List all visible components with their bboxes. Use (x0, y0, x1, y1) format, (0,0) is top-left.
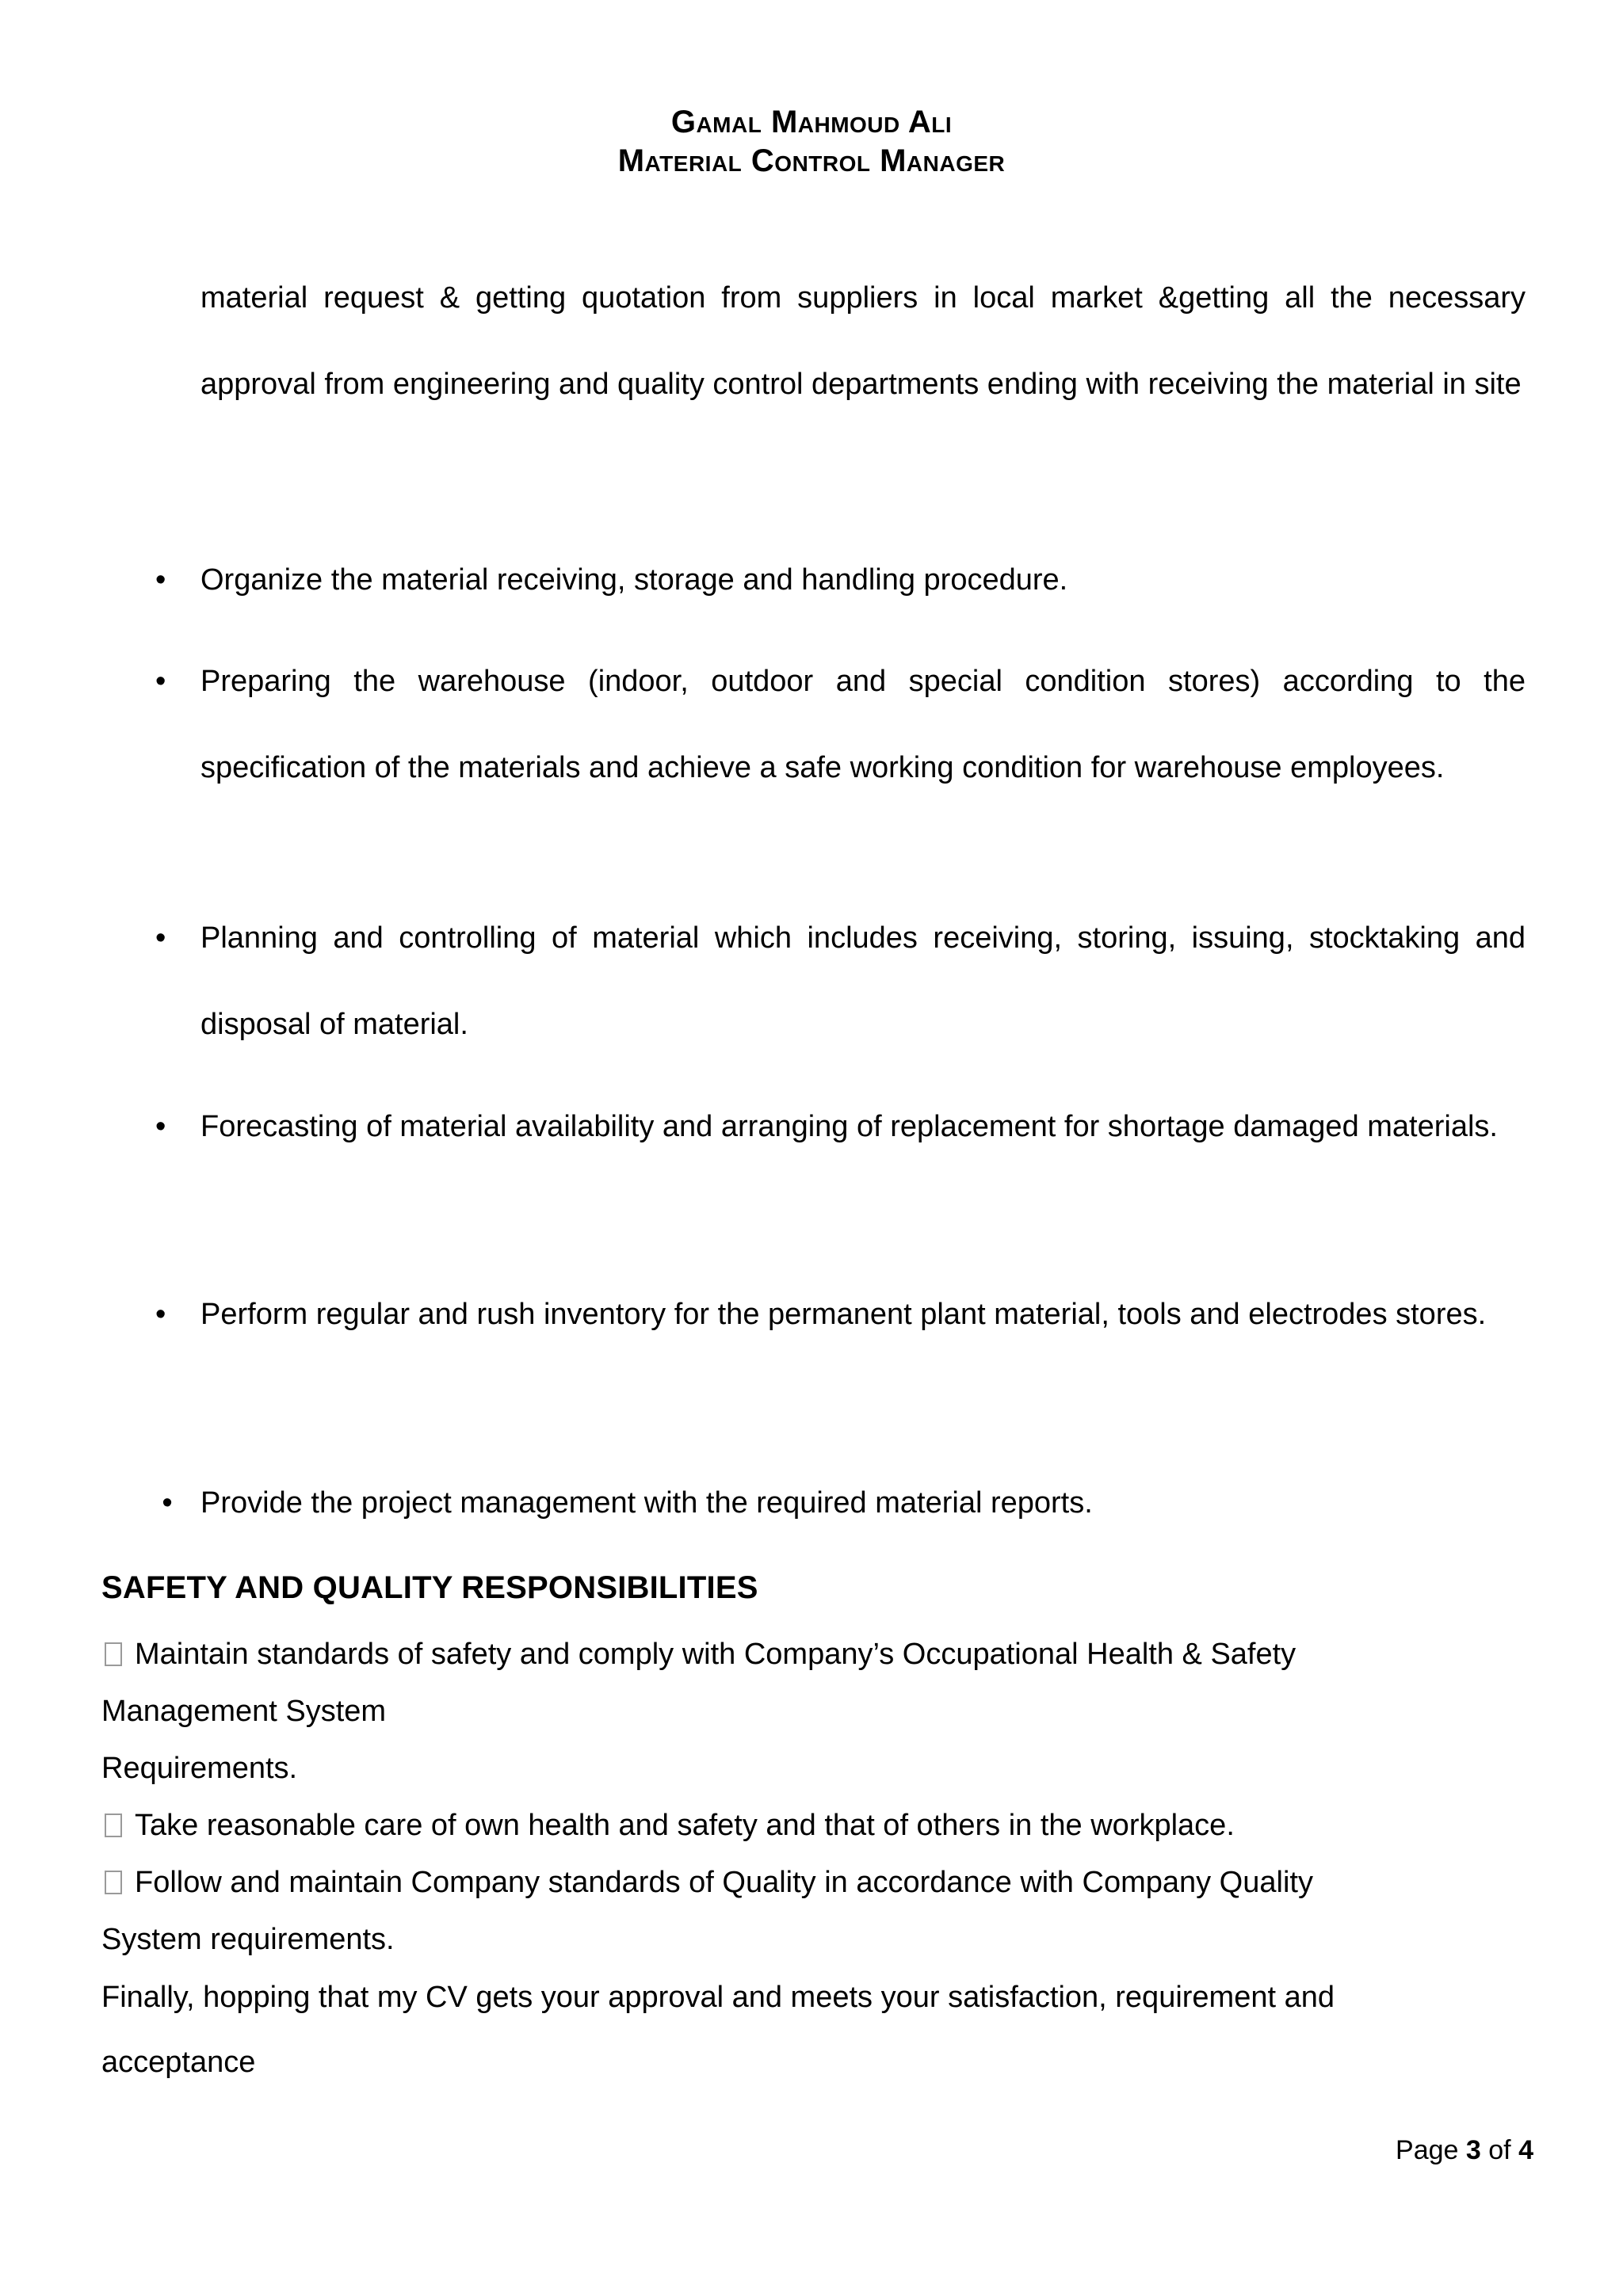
safety-line (101, 1911, 1528, 1968)
checkbox-glyph-icon (105, 1871, 122, 1894)
safety-line-text: Take reasonable care of own health and safety and that of others in the workplace. (135, 1809, 1235, 1842)
safety-line (101, 1797, 1528, 1854)
safety-line-text: Requirements. (101, 1752, 298, 1785)
list-item-text: Forecasting of material availability and arranging of replacement for shortage damaged materials. (200, 1110, 1498, 1143)
safety-line (101, 1626, 1528, 1683)
list-item (155, 895, 1526, 1068)
list-item (155, 537, 1526, 624)
bullet-icon: • (155, 1298, 166, 1331)
list-item (162, 1460, 1526, 1547)
of-word: of (1488, 2135, 1511, 2165)
bullet-icon: • (155, 665, 166, 698)
list-item (155, 1084, 1526, 1170)
list-item-text: Provide the project management with the required material reports. (200, 1486, 1093, 1520)
safety-line-text: Management System (101, 1695, 387, 1728)
checkbox-glyph-icon (105, 1814, 122, 1837)
safety-line (101, 1683, 1528, 1740)
page-number (1396, 2134, 1533, 2166)
closing-line: Finally, hopping that my CV gets your approval and meets your satisfaction, requirement and (101, 1981, 1335, 2014)
safety-line-text: Maintain standards of safety and comply with Company’s Occupational Health & Safety (135, 1638, 1296, 1671)
list-item (155, 1272, 1526, 1358)
closing-line: acceptance (101, 2046, 256, 2079)
list-item-text: Planning and controlling of material which includes receiving, storing, issuing, stocktaking and disposal of material. (200, 921, 1526, 1041)
safety-section-body (101, 1626, 1528, 1968)
closing-statement (101, 1965, 1528, 2095)
bullet-icon: • (155, 921, 166, 955)
safety-section-heading: SAFETY AND QUALITY RESPONSIBILITIES (101, 1570, 758, 1605)
list-item-text: Organize the material receiving, storage and handling procedure. (200, 563, 1068, 597)
list-item (155, 639, 1526, 811)
page-word: Page (1396, 2135, 1459, 2165)
resume-header (0, 101, 1623, 179)
safety-line (101, 1854, 1528, 1911)
bullet-icon: • (155, 1110, 166, 1143)
candidate-name: Gamal Mahmoud Ali (670, 105, 953, 139)
safety-line-text: Follow and maintain Company standards of Quality in accordance with Company Quality (135, 1866, 1313, 1899)
safety-line-text: System requirements. (101, 1923, 395, 1956)
safety-line (101, 1740, 1528, 1797)
total-pages-number: 4 (1518, 2135, 1533, 2165)
list-item-text: Preparing the warehouse (indoor, outdoor and special condition stores) according to the specification of the materials and achieve a safe working condition for warehouse employees. (200, 665, 1526, 784)
list-item-text: Perform regular and rush inventory for the permanent plant material, tools and electrodes stores. (200, 1298, 1487, 1331)
continuation-paragraph: material request & getting quotation from suppliers in local market &getting all the necessary approval from engineering and quality control departments ending with receiving the material in site (200, 281, 1526, 401)
checkbox-glyph-icon (105, 1642, 122, 1666)
candidate-title: Material Control Manager (617, 143, 1006, 178)
bullet-icon: • (155, 563, 166, 597)
current-page-number: 3 (1465, 2135, 1481, 2165)
bullet-icon: • (162, 1486, 173, 1520)
